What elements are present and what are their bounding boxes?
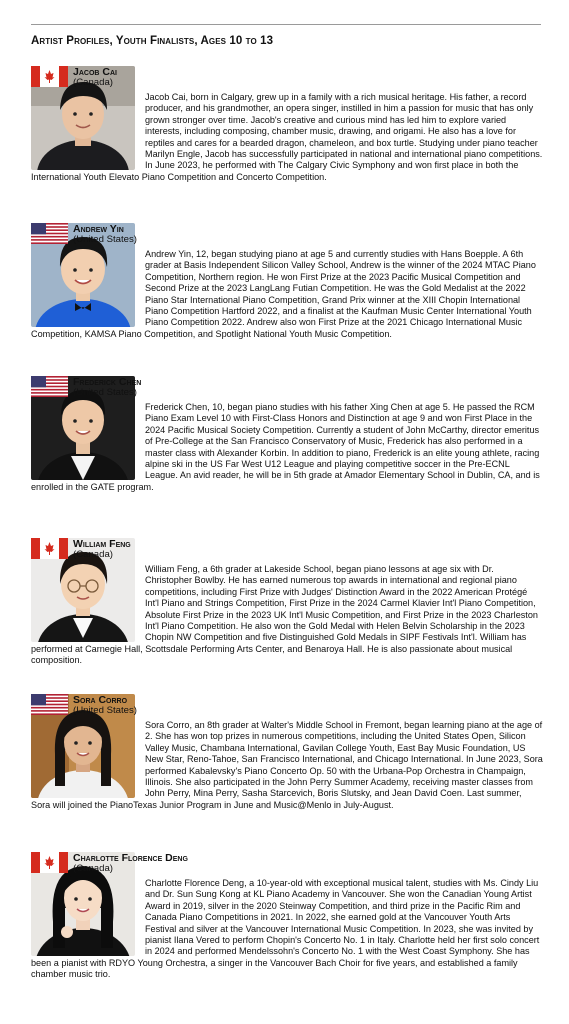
artist-country: (Canada) [73, 77, 113, 88]
artist-country: (United States) [73, 705, 137, 716]
artist-country: (Canada) [73, 549, 113, 560]
canada-flag-icon [31, 66, 68, 87]
artist-bio: Andrew Yin, 12, began studying piano at age 5 and currently studies with Hans Boepple. A 6th grader at Basis Independent Silicon Valley School, Andrew is the winner of the 2024 MTAC Piano Competition, Northern region. He won First Prize at the 2023 Pacific Musical Competition and Second Prize at the 2023 LangLang Futian Competition. He was the Gold Medalist at the 2022 Piano Star International Piano Competition, Grand Prix winner at the XIII Chopin International Piano Competition Hartford 2022, and a finalist at the Kaufman Music Center International Youth Piano Competition 2022. Andrew also won First Prize at the 2021 Chicago International Music Competition, KAMSA Piano Competition, and Spotlight National Youth Music Competition. [31, 249, 536, 339]
canada-flag-icon [31, 852, 68, 873]
artist-bio: Frederick Chen, 10, began piano studies with his father Xing Chen at age 5. He passed the RCM Piano Exam Level 10 with First-Class Honors and Distinction at age 9 and won First Place in the 2024 Pacific Musical Society Competition. Currently a student of John McCarthy, director emeritus of Pre-College at the San Francisco Conservatory of Music, Frederick has also performed in a master class with Alexander Korbin. In addition to piano, Frederick is an elite young athlete, racing alpine ski in the US Far West U12 League and playing competitive soccer in the Pre-ECNL League. An avid reader, he will be in 5th grade at Amador Elementary School in Dublin, CA, and is enrolled in the GATE program. [31, 402, 540, 492]
profile-sora-corro [31, 694, 543, 811]
artist-name: Sora Corro [73, 694, 128, 706]
artist-bio: Jacob Cai, born in Calgary, grew up in a family with a rich musical heritage. His father, a record producer, and his grandmother, an opera singer, instilled in him a passion for music that has only grown stronger over time. Jacob's creative and curious mind has led him to explore varied interests, including composing, chamber music, drawing, and origami. He also has a love for reptiles and cares for a bearded dragon, chameleon, and box turtle. Studying under piano teacher Marilyn Engle, Jacob has successfully participated in national and international piano competitions. In June 2023, he performed with The Calgary Civic Symphony and won first place in both the International Youth Elevato Piano Competition and Concerto Competition. [31, 92, 543, 182]
artist-name: Frederick Chen [73, 376, 142, 388]
profile-jacob-cai [31, 66, 543, 183]
profile-frederick-chen [31, 376, 543, 493]
artist-bio: Sora Corro, an 8th grader at Walter's Middle School in Fremont, began learning piano at the age of 2. She has won top prizes in numerous competitions, including the United States Open, Silicon Valley Music, Chambana International, Gavilan College Youth, East Bay Music Foundation, US New Star, Reno-Tahoe, San Francisco International, and Chicago International. In June 2023, Sora performed Kabalevsky's Piano Concerto Op. 50 with the Urbana-Pop Orchestra in Champaign, Illinois. She also participated in the John Perry Summer Academy, receiving master classes from John Perry, Mina Perry, Sasha Starcevich, Boris Slutsky, and Jean David Coen. Last summer, Sora will joined the PianoTexas Junior Program in June and Music@Menlo in July-August. [31, 720, 543, 810]
artist-name: Andrew Yin [73, 223, 124, 235]
artist-name: Charlotte Florence Deng [73, 852, 188, 864]
artist-country: (Canada) [73, 863, 113, 874]
artist-name: Jacob Cai [73, 66, 117, 78]
profile-andrew-yin [31, 223, 543, 340]
profile-charlotte-florence-deng [31, 852, 543, 981]
artist-bio: William Feng, a 6th grader at Lakeside School, began piano lessons at age six with Dr. Christopher Bowlby. He has earned numerous top awards in international and regional piano competitions, including First Prize with Judges' Distinction Award in the 2022 American Protégé Int'l Piano and Strings Competition, First Prize in the 2024 Carmel Klavier Int'l Piano Competition, Absolute First Prize in the 2023 UK Int'l Music Competition, and First Prize in the 2023 Charleston Int'l Piano Competition. He also won the Gold Medal with Helen Belvin Scholarship in the 2023 Chopin NW Competition and five Distinguished Gold Medals in SIPF Festivals Int'l. William has performed at Carnegie Hall, Scottsdale Performing Arts Center, and Benaroya Hall. He is also passionate about musical composition. [31, 564, 538, 666]
us-flag-icon [31, 223, 68, 244]
artist-name: William Feng [73, 538, 131, 550]
profile-william-feng [31, 538, 543, 667]
artist-bio: Charlotte Florence Deng, a 10-year-old with exceptional musical talent, studies with Ms. Cindy Liu and Dr. Sun Sung Kong at KL Piano Academy in Vancouver. She won the Canadian Young Artist Award in 2019, silver in the 2020 Steinway Competition, and third prize in the Pacific Rim and Canada Piano Competitions in 2021. In 2022, she earned gold at the Vancouver Youth Arts Festival and silver at the Vancouver International Music Competition. In 2023, she was invited by pianist Ilana Vered to perform Chopin's Concerto No. 1 in Italy. Charlotte held her first solo concert in 2024 and performed Mendelssohn's Concerto No. 1 with the West Coast Symphony. She has been a pianist with RDYO Young Orchestra, a singer in the Vancouver Bach Choir for five years, and established a family chamber music trio. [31, 878, 540, 980]
artist-country: (United States) [73, 387, 137, 398]
artist-country: (United States) [73, 234, 137, 245]
us-flag-icon [31, 376, 68, 397]
top-rule [31, 24, 541, 25]
us-flag-icon [31, 694, 68, 715]
page-title: Artist Profiles, Youth Finalists, Ages 10 to 13 [31, 35, 274, 47]
canada-flag-icon [31, 538, 68, 559]
